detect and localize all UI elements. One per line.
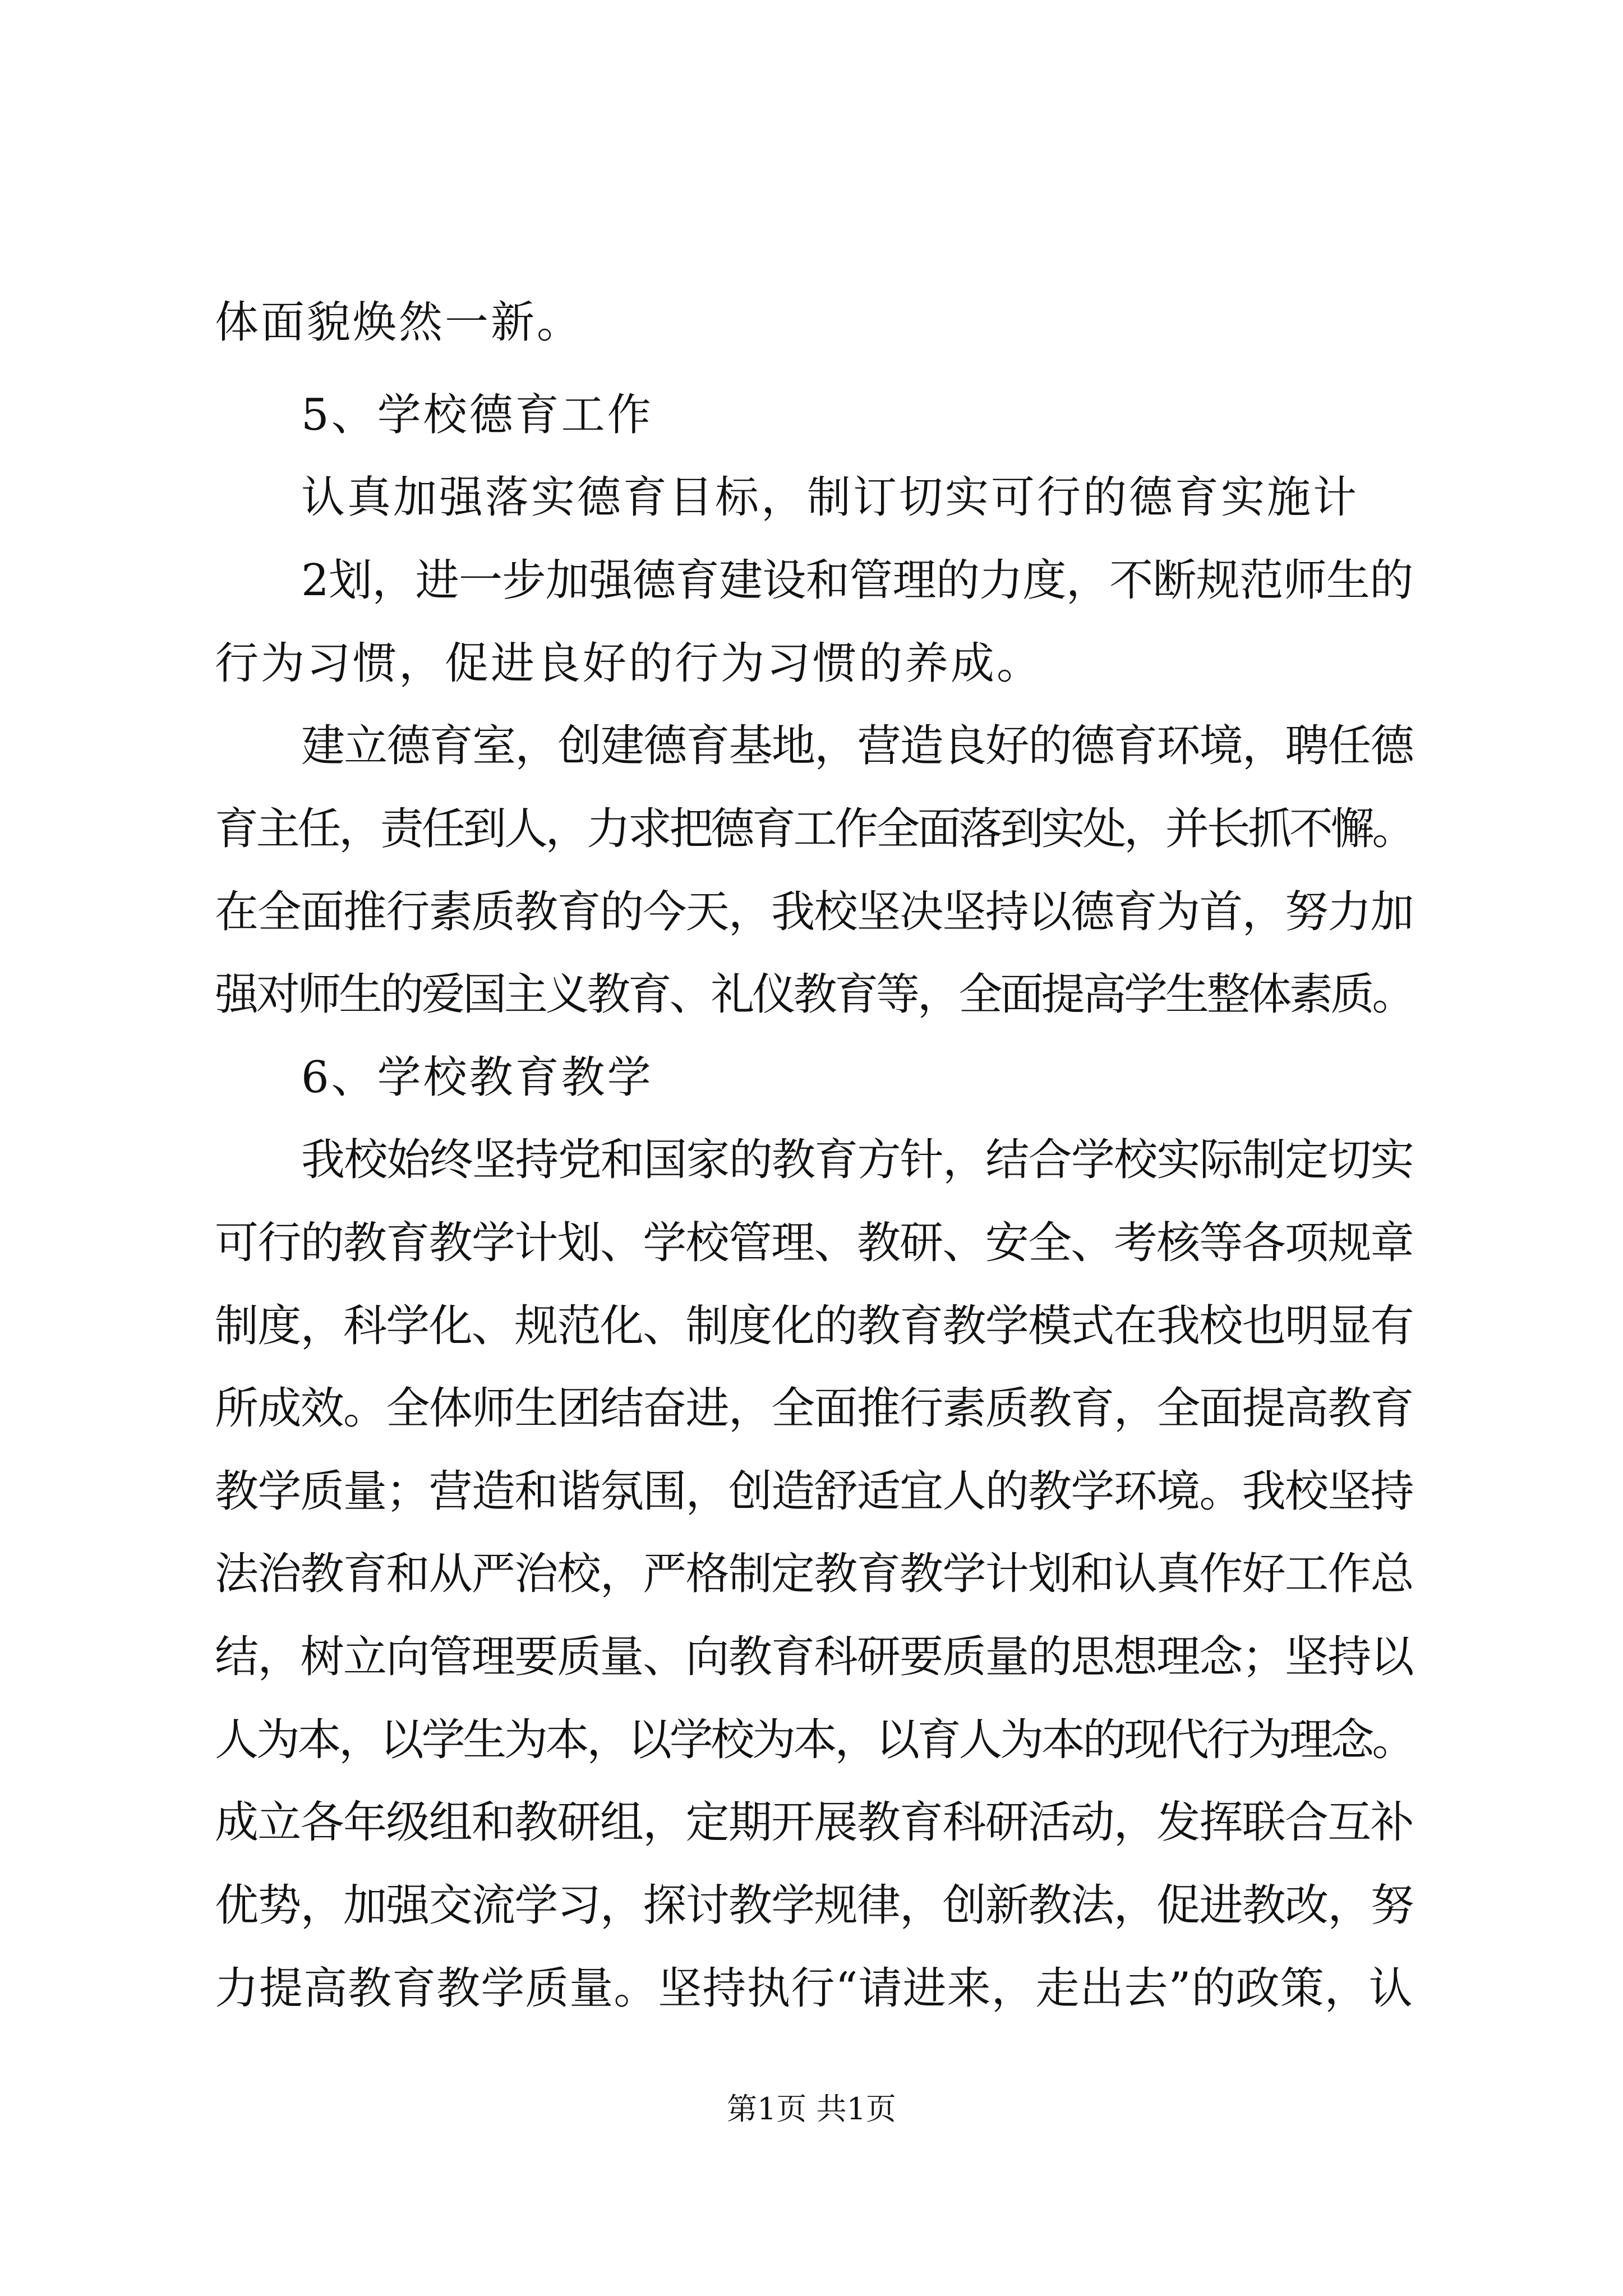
text-line-17: 结，树立向管理要质量、向教育科研要质量的思想理念；坚持以: [215, 1632, 1414, 1682]
text-line-9: 强对师生的爱国主义教育、礼仪教育等，全面提高学生整体素质。: [215, 969, 1414, 1020]
page-footer: 第1页 共1页: [727, 2091, 896, 2127]
text-line-15: 教学质量；营造和谐氛围，创造舒适宜人的教学环境。我校坚持: [215, 1466, 1414, 1517]
text-line-11: 我校始终坚持党和国家的教育方针，结合学校实际制定切实: [301, 1135, 1414, 1185]
text-line-20: 优势，加强交流学习，探讨教学规律，创新教法，促进教改，努: [215, 1880, 1414, 1931]
text-line-19: 成立各年级组和教研组，定期开展教育科研活动，发挥联合互补: [215, 1797, 1414, 1848]
section-heading-6: 6、学校教育教学: [301, 1052, 653, 1103]
text-line-1: 体面貌焕然一新。: [215, 297, 583, 348]
text-line-6: 建立德育室，创建德育基地，营造良好的德育环境，聘任德: [301, 721, 1414, 771]
text-line-21: 力提高教育教学质量。坚持执行“请进来，走出去”的政策，认: [215, 1963, 1413, 2014]
text-line-4: 2划，进一步加强德育建设和管理的力度，不断规范师生的: [301, 555, 1413, 606]
text-line-16: 法治教育和从严治校，严格制定教育教学计划和认真作好工作总: [215, 1549, 1414, 1599]
text-line-18: 人为本，以学生为本，以学校为本，以育人为本的现代行为理念。: [215, 1715, 1414, 1765]
text-line-12: 可行的教育教学计划、学校管理、教研、安全、考核等各项规章: [215, 1218, 1414, 1268]
text-line-14: 所成效。全体师生团结奋进，全面推行素质教育，全面提高教育: [215, 1383, 1414, 1434]
section-heading-5: 5、学校德育工作: [301, 390, 653, 440]
text-line-8: 在全面推行素质教育的今天，我校坚决坚持以德育为首，努力加: [215, 887, 1414, 937]
text-line-3: 认真加强落实德育目标，制订切实可行的德育实施计: [301, 472, 1359, 523]
text-line-5: 行为习惯，促进良好的行为习惯的养成。: [215, 638, 1043, 689]
text-line-7: 育主任，责任到人，力求把德育工作全面落到实处，并长抓不懈。: [215, 804, 1414, 854]
text-line-13: 制度，科学化、规范化、制度化的教育教学模式在我校也明显有: [215, 1301, 1414, 1351]
